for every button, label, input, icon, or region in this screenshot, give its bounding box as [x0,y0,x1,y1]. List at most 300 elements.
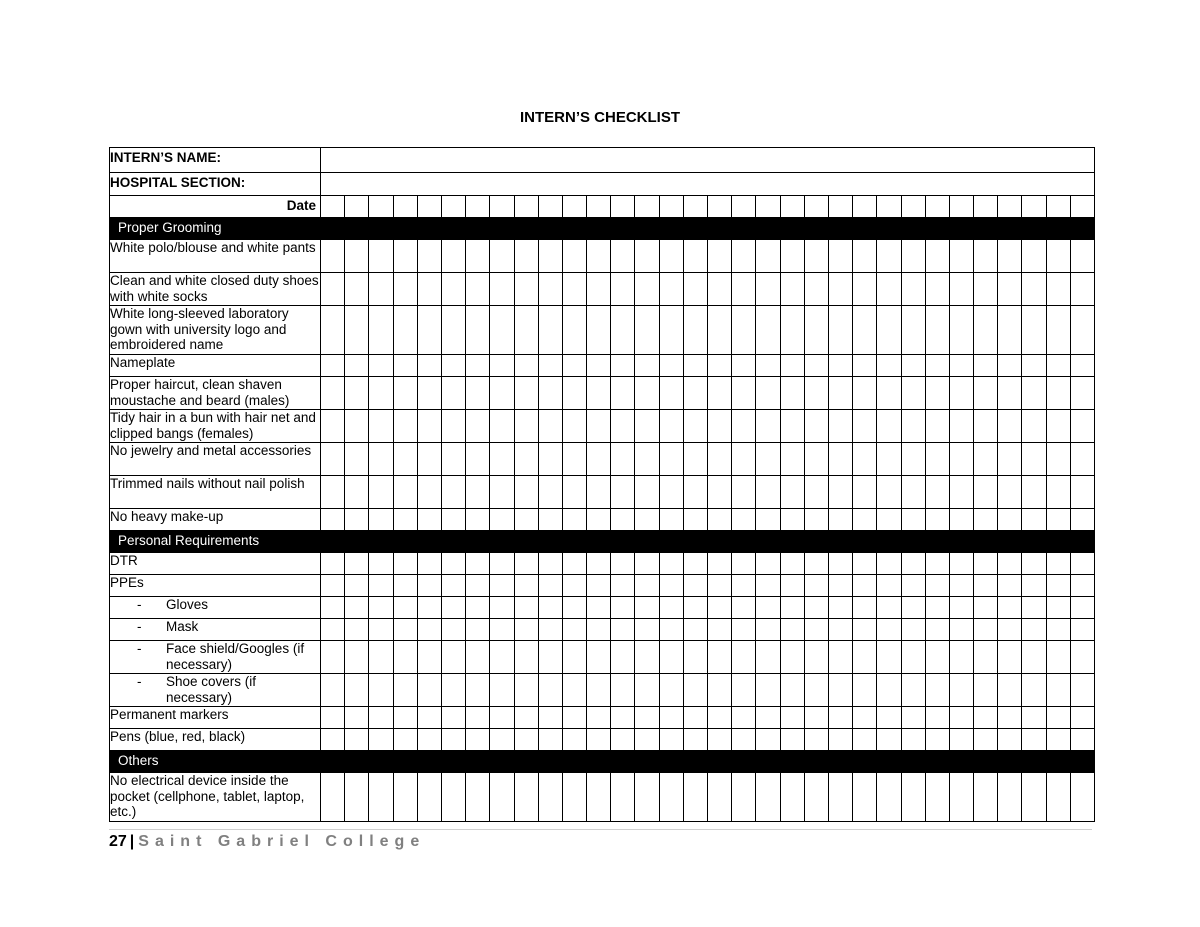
check-cell[interactable] [393,306,417,355]
check-cell[interactable] [321,619,345,641]
check-cell[interactable] [441,476,465,509]
check-cell[interactable] [466,509,490,531]
date-cell[interactable] [1070,196,1094,218]
check-cell[interactable] [949,773,973,822]
date-cell[interactable] [611,196,635,218]
date-cell[interactable] [804,196,828,218]
check-cell[interactable] [998,355,1022,377]
check-cell[interactable] [708,553,732,575]
check-cell[interactable] [321,476,345,509]
check-cell[interactable] [1022,641,1046,674]
check-cell[interactable] [998,553,1022,575]
check-cell[interactable] [804,476,828,509]
check-cell[interactable] [925,443,949,476]
check-cell[interactable] [417,773,441,822]
check-cell[interactable] [683,597,707,619]
check-cell[interactable] [393,641,417,674]
check-cell[interactable] [514,553,538,575]
check-cell[interactable] [635,240,659,273]
check-cell[interactable] [659,240,683,273]
check-cell[interactable] [441,707,465,729]
check-cell[interactable] [659,641,683,674]
check-cell[interactable] [732,773,756,822]
check-cell[interactable] [708,377,732,410]
check-cell[interactable] [732,240,756,273]
check-cell[interactable] [490,619,514,641]
check-cell[interactable] [538,240,562,273]
check-cell[interactable] [877,377,901,410]
check-cell[interactable] [417,476,441,509]
check-cell[interactable] [732,575,756,597]
check-cell[interactable] [925,619,949,641]
check-cell[interactable] [635,641,659,674]
check-cell[interactable] [417,355,441,377]
check-cell[interactable] [587,509,611,531]
check-cell[interactable] [587,443,611,476]
check-cell[interactable] [828,273,852,306]
check-cell[interactable] [562,273,586,306]
check-cell[interactable] [804,597,828,619]
check-cell[interactable] [949,729,973,751]
check-cell[interactable] [901,641,925,674]
check-cell[interactable] [321,355,345,377]
check-cell[interactable] [514,240,538,273]
date-cell[interactable] [514,196,538,218]
check-cell[interactable] [538,306,562,355]
check-cell[interactable] [901,707,925,729]
check-cell[interactable] [490,509,514,531]
check-cell[interactable] [756,729,780,751]
date-cell[interactable] [949,196,973,218]
check-cell[interactable] [611,553,635,575]
check-cell[interactable] [804,641,828,674]
check-cell[interactable] [683,443,707,476]
check-cell[interactable] [659,575,683,597]
check-cell[interactable] [732,476,756,509]
check-cell[interactable] [514,773,538,822]
date-cell[interactable] [562,196,586,218]
check-cell[interactable] [853,476,877,509]
check-cell[interactable] [635,476,659,509]
check-cell[interactable] [828,619,852,641]
check-cell[interactable] [853,377,877,410]
check-cell[interactable] [780,377,804,410]
check-cell[interactable] [417,240,441,273]
check-cell[interactable] [466,707,490,729]
check-cell[interactable] [441,575,465,597]
check-cell[interactable] [949,476,973,509]
check-cell[interactable] [998,443,1022,476]
check-cell[interactable] [562,707,586,729]
check-cell[interactable] [901,443,925,476]
check-cell[interactable] [417,443,441,476]
check-cell[interactable] [828,509,852,531]
check-cell[interactable] [780,641,804,674]
check-cell[interactable] [853,773,877,822]
check-cell[interactable] [1070,619,1094,641]
check-cell[interactable] [1046,641,1070,674]
check-cell[interactable] [611,410,635,443]
check-cell[interactable] [321,553,345,575]
check-cell[interactable] [1022,410,1046,443]
date-cell[interactable] [321,196,345,218]
check-cell[interactable] [708,575,732,597]
check-cell[interactable] [466,641,490,674]
check-cell[interactable] [1046,410,1070,443]
check-cell[interactable] [538,410,562,443]
check-cell[interactable] [417,575,441,597]
check-cell[interactable] [804,443,828,476]
check-cell[interactable] [1046,306,1070,355]
date-cell[interactable] [441,196,465,218]
check-cell[interactable] [683,575,707,597]
check-cell[interactable] [925,377,949,410]
check-cell[interactable] [659,377,683,410]
date-cell[interactable] [635,196,659,218]
check-cell[interactable] [466,355,490,377]
check-cell[interactable] [708,619,732,641]
check-cell[interactable] [611,476,635,509]
check-cell[interactable] [683,553,707,575]
check-cell[interactable] [538,641,562,674]
check-cell[interactable] [562,641,586,674]
check-cell[interactable] [949,619,973,641]
check-cell[interactable] [804,553,828,575]
check-cell[interactable] [587,553,611,575]
check-cell[interactable] [877,443,901,476]
check-cell[interactable] [708,773,732,822]
check-cell[interactable] [417,619,441,641]
check-cell[interactable] [321,773,345,822]
date-cell[interactable] [998,196,1022,218]
check-cell[interactable] [393,773,417,822]
check-cell[interactable] [901,240,925,273]
check-cell[interactable] [853,410,877,443]
hospital-section-field[interactable] [321,173,1095,196]
check-cell[interactable] [345,410,369,443]
check-cell[interactable] [732,674,756,707]
check-cell[interactable] [466,306,490,355]
check-cell[interactable] [974,273,998,306]
check-cell[interactable] [562,674,586,707]
check-cell[interactable] [804,410,828,443]
check-cell[interactable] [683,476,707,509]
check-cell[interactable] [393,273,417,306]
check-cell[interactable] [925,729,949,751]
check-cell[interactable] [321,509,345,531]
check-cell[interactable] [417,707,441,729]
check-cell[interactable] [853,674,877,707]
check-cell[interactable] [949,575,973,597]
date-cell[interactable] [369,196,393,218]
check-cell[interactable] [466,273,490,306]
check-cell[interactable] [562,553,586,575]
check-cell[interactable] [611,641,635,674]
check-cell[interactable] [1022,509,1046,531]
check-cell[interactable] [635,553,659,575]
check-cell[interactable] [756,773,780,822]
check-cell[interactable] [393,674,417,707]
check-cell[interactable] [321,240,345,273]
check-cell[interactable] [683,773,707,822]
check-cell[interactable] [974,476,998,509]
check-cell[interactable] [683,355,707,377]
check-cell[interactable] [635,597,659,619]
check-cell[interactable] [514,476,538,509]
check-cell[interactable] [828,377,852,410]
check-cell[interactable] [1070,641,1094,674]
check-cell[interactable] [853,729,877,751]
check-cell[interactable] [369,773,393,822]
check-cell[interactable] [756,443,780,476]
check-cell[interactable] [587,597,611,619]
check-cell[interactable] [514,575,538,597]
check-cell[interactable] [466,773,490,822]
check-cell[interactable] [949,707,973,729]
check-cell[interactable] [1022,443,1046,476]
check-cell[interactable] [998,619,1022,641]
date-cell[interactable] [490,196,514,218]
check-cell[interactable] [804,707,828,729]
check-cell[interactable] [1046,240,1070,273]
check-cell[interactable] [514,729,538,751]
check-cell[interactable] [490,306,514,355]
check-cell[interactable] [1046,597,1070,619]
check-cell[interactable] [780,410,804,443]
check-cell[interactable] [828,729,852,751]
check-cell[interactable] [925,476,949,509]
check-cell[interactable] [635,619,659,641]
check-cell[interactable] [708,240,732,273]
check-cell[interactable] [974,773,998,822]
check-cell[interactable] [708,476,732,509]
check-cell[interactable] [974,707,998,729]
check-cell[interactable] [490,377,514,410]
check-cell[interactable] [901,273,925,306]
check-cell[interactable] [1070,443,1094,476]
check-cell[interactable] [974,410,998,443]
check-cell[interactable] [780,306,804,355]
check-cell[interactable] [780,707,804,729]
check-cell[interactable] [756,597,780,619]
date-cell[interactable] [901,196,925,218]
check-cell[interactable] [877,509,901,531]
check-cell[interactable] [369,306,393,355]
check-cell[interactable] [538,707,562,729]
check-cell[interactable] [393,443,417,476]
check-cell[interactable] [635,273,659,306]
check-cell[interactable] [974,641,998,674]
intern-name-field[interactable] [321,148,1095,173]
check-cell[interactable] [974,553,998,575]
check-cell[interactable] [659,443,683,476]
check-cell[interactable] [393,355,417,377]
date-cell[interactable] [877,196,901,218]
check-cell[interactable] [1022,773,1046,822]
check-cell[interactable] [708,410,732,443]
check-cell[interactable] [345,443,369,476]
check-cell[interactable] [732,619,756,641]
check-cell[interactable] [441,410,465,443]
check-cell[interactable] [369,674,393,707]
check-cell[interactable] [804,355,828,377]
check-cell[interactable] [611,240,635,273]
check-cell[interactable] [417,674,441,707]
check-cell[interactable] [369,355,393,377]
check-cell[interactable] [441,273,465,306]
check-cell[interactable] [683,410,707,443]
check-cell[interactable] [877,240,901,273]
check-cell[interactable] [466,729,490,751]
check-cell[interactable] [587,476,611,509]
check-cell[interactable] [732,641,756,674]
check-cell[interactable] [490,553,514,575]
check-cell[interactable] [441,674,465,707]
check-cell[interactable] [417,509,441,531]
check-cell[interactable] [925,773,949,822]
check-cell[interactable] [1070,729,1094,751]
check-cell[interactable] [659,674,683,707]
check-cell[interactable] [708,306,732,355]
check-cell[interactable] [828,597,852,619]
check-cell[interactable] [780,619,804,641]
check-cell[interactable] [998,273,1022,306]
check-cell[interactable] [780,597,804,619]
check-cell[interactable] [1046,377,1070,410]
check-cell[interactable] [514,641,538,674]
check-cell[interactable] [587,729,611,751]
check-cell[interactable] [708,597,732,619]
check-cell[interactable] [635,707,659,729]
date-cell[interactable] [538,196,562,218]
check-cell[interactable] [490,773,514,822]
check-cell[interactable] [514,619,538,641]
check-cell[interactable] [490,729,514,751]
check-cell[interactable] [949,509,973,531]
check-cell[interactable] [1070,240,1094,273]
check-cell[interactable] [345,597,369,619]
check-cell[interactable] [756,410,780,443]
check-cell[interactable] [635,443,659,476]
check-cell[interactable] [925,674,949,707]
check-cell[interactable] [538,597,562,619]
check-cell[interactable] [1046,773,1070,822]
check-cell[interactable] [974,355,998,377]
check-cell[interactable] [828,553,852,575]
check-cell[interactable] [804,306,828,355]
check-cell[interactable] [925,707,949,729]
check-cell[interactable] [321,641,345,674]
check-cell[interactable] [441,509,465,531]
check-cell[interactable] [321,597,345,619]
check-cell[interactable] [393,729,417,751]
check-cell[interactable] [780,443,804,476]
check-cell[interactable] [901,355,925,377]
check-cell[interactable] [756,240,780,273]
check-cell[interactable] [369,553,393,575]
check-cell[interactable] [901,476,925,509]
check-cell[interactable] [998,240,1022,273]
date-cell[interactable] [708,196,732,218]
check-cell[interactable] [345,575,369,597]
check-cell[interactable] [490,674,514,707]
check-cell[interactable] [611,674,635,707]
check-cell[interactable] [562,773,586,822]
check-cell[interactable] [853,443,877,476]
check-cell[interactable] [828,641,852,674]
check-cell[interactable] [708,273,732,306]
check-cell[interactable] [562,575,586,597]
check-cell[interactable] [853,553,877,575]
check-cell[interactable] [925,306,949,355]
check-cell[interactable] [756,674,780,707]
check-cell[interactable] [466,240,490,273]
check-cell[interactable] [1022,476,1046,509]
check-cell[interactable] [538,273,562,306]
check-cell[interactable] [901,575,925,597]
check-cell[interactable] [756,306,780,355]
check-cell[interactable] [925,273,949,306]
check-cell[interactable] [369,443,393,476]
check-cell[interactable] [441,377,465,410]
check-cell[interactable] [659,553,683,575]
check-cell[interactable] [538,729,562,751]
check-cell[interactable] [587,410,611,443]
check-cell[interactable] [901,619,925,641]
check-cell[interactable] [1046,619,1070,641]
check-cell[interactable] [393,476,417,509]
check-cell[interactable] [974,674,998,707]
check-cell[interactable] [1046,273,1070,306]
check-cell[interactable] [587,674,611,707]
check-cell[interactable] [659,355,683,377]
check-cell[interactable] [587,306,611,355]
check-cell[interactable] [659,509,683,531]
check-cell[interactable] [635,729,659,751]
check-cell[interactable] [853,273,877,306]
check-cell[interactable] [853,641,877,674]
date-cell[interactable] [345,196,369,218]
check-cell[interactable] [756,619,780,641]
date-cell[interactable] [974,196,998,218]
check-cell[interactable] [1046,575,1070,597]
check-cell[interactable] [562,306,586,355]
check-cell[interactable] [538,773,562,822]
check-cell[interactable] [925,641,949,674]
check-cell[interactable] [828,707,852,729]
check-cell[interactable] [1070,306,1094,355]
check-cell[interactable] [514,410,538,443]
check-cell[interactable] [321,674,345,707]
check-cell[interactable] [635,355,659,377]
check-cell[interactable] [659,410,683,443]
check-cell[interactable] [562,476,586,509]
check-cell[interactable] [1046,509,1070,531]
check-cell[interactable] [901,553,925,575]
check-cell[interactable] [417,306,441,355]
check-cell[interactable] [562,355,586,377]
check-cell[interactable] [974,306,998,355]
check-cell[interactable] [659,729,683,751]
check-cell[interactable] [877,641,901,674]
check-cell[interactable] [949,674,973,707]
check-cell[interactable] [1022,575,1046,597]
check-cell[interactable] [490,355,514,377]
check-cell[interactable] [1070,674,1094,707]
check-cell[interactable] [369,707,393,729]
check-cell[interactable] [514,597,538,619]
check-cell[interactable] [828,443,852,476]
